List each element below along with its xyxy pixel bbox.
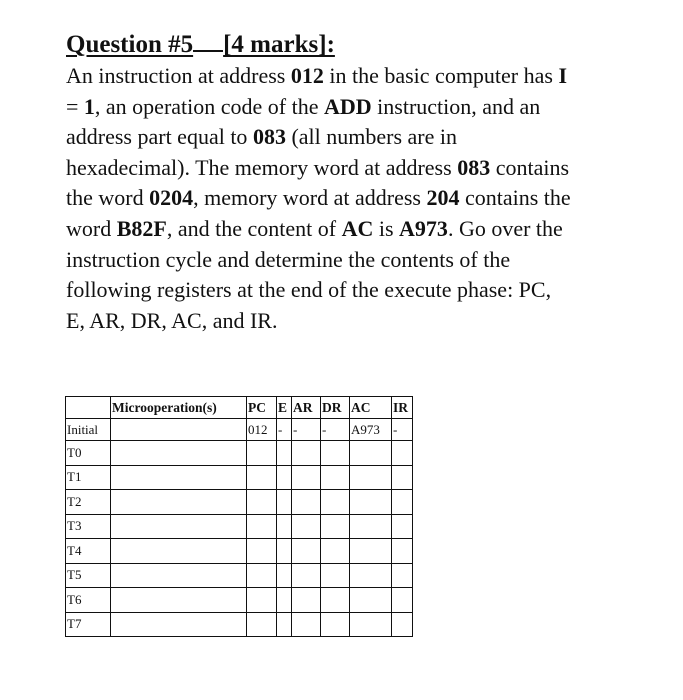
cell-dr	[321, 539, 350, 564]
table-row	[66, 490, 413, 515]
cell-e	[277, 514, 292, 539]
row-label: T7	[66, 612, 111, 637]
cell-microoperations	[111, 465, 247, 490]
table-row-initial	[66, 419, 413, 441]
cell-pc	[247, 490, 277, 515]
cell-microoperations	[111, 490, 247, 515]
table-row	[66, 563, 413, 588]
cell-microoperations	[111, 441, 247, 466]
row-label: T4	[66, 539, 111, 564]
cell-ir	[392, 441, 413, 466]
header-microoperations: Microoperation(s)	[111, 397, 247, 419]
cell-microoperations	[111, 612, 247, 637]
row-label: T6	[66, 588, 111, 613]
text-line: address part equal to 083 (all numbers are in	[66, 124, 457, 150]
cell-ar	[292, 588, 321, 613]
cell-e	[277, 465, 292, 490]
cell-e	[277, 490, 292, 515]
heading-underline-gap	[193, 32, 223, 52]
question-marks: [4 marks]:	[223, 31, 335, 58]
question-heading	[66, 26, 335, 64]
cell-e	[277, 441, 292, 466]
row-label: T0	[66, 441, 111, 466]
cell-pc	[247, 612, 277, 637]
header-dr: DR	[321, 397, 350, 419]
cell-ar	[292, 612, 321, 637]
header-pc: PC	[247, 397, 277, 419]
cell-ar: -	[292, 419, 321, 441]
cell-ac: A973	[350, 419, 392, 441]
cell-ar	[292, 441, 321, 466]
cell-pc	[247, 588, 277, 613]
cell-pc	[247, 465, 277, 490]
cell-microoperations	[111, 563, 247, 588]
cell-e	[277, 539, 292, 564]
cell-ac	[350, 539, 392, 564]
cell-dr	[321, 490, 350, 515]
cell-e	[277, 588, 292, 613]
text-line: = 1, an operation code of the ADD instruction, and an	[66, 93, 541, 119]
cell-microoperations	[111, 588, 247, 613]
cell-ac	[350, 563, 392, 588]
cell-ir	[392, 539, 413, 564]
question-number: Question #5	[66, 31, 194, 58]
cell-ar	[292, 514, 321, 539]
cell-pc	[247, 563, 277, 588]
text-line: An instruction at address 012 in the basic computer has I	[66, 63, 568, 88]
header-ir: IR	[392, 397, 413, 419]
cell-ir	[392, 588, 413, 613]
table-header-row	[66, 397, 413, 419]
cell-dr: -	[321, 419, 350, 441]
cell-e: -	[277, 419, 292, 441]
text-line: hexadecimal). The memory word at address 083 contains	[66, 154, 570, 180]
cell-ir: -	[392, 419, 413, 441]
cell-ir	[392, 465, 413, 490]
cell-ir	[392, 563, 413, 588]
cell-ac	[350, 465, 392, 490]
cell-pc: 012	[247, 419, 277, 441]
cell-dr	[321, 588, 350, 613]
cell-ac	[350, 441, 392, 466]
cell-ir	[392, 612, 413, 637]
text-line: the word 0204, memory word at address 204 contains the	[66, 185, 571, 211]
cell-ir	[392, 514, 413, 539]
row-label: Initial	[66, 419, 111, 441]
row-label: T5	[66, 563, 111, 588]
cell-dr	[321, 563, 350, 588]
cell-e	[277, 612, 292, 637]
header-ar: AR	[292, 397, 321, 419]
row-label: T3	[66, 514, 111, 539]
cell-dr	[321, 465, 350, 490]
text-line: following registers at the end of the execute phase: PC,	[66, 277, 552, 303]
cell-ac	[350, 612, 392, 637]
text-line: word B82F, and the content of AC is A973. Go over the	[66, 215, 563, 241]
header-e: E	[277, 397, 292, 419]
cell-ar	[292, 465, 321, 490]
row-label: T1	[66, 465, 111, 490]
table-row	[66, 588, 413, 613]
header-cell-blank	[66, 397, 111, 419]
cell-microoperations	[111, 419, 247, 441]
cell-ir	[392, 490, 413, 515]
cell-ar	[292, 563, 321, 588]
cell-microoperations	[111, 539, 247, 564]
cell-dr	[321, 514, 350, 539]
cell-ac	[350, 514, 392, 539]
cell-dr	[321, 441, 350, 466]
cell-ac	[350, 490, 392, 515]
text-line: instruction cycle and determine the contents of the	[66, 246, 511, 272]
register-table	[65, 396, 413, 637]
cell-pc	[247, 441, 277, 466]
cell-pc	[247, 539, 277, 564]
table-row	[66, 441, 413, 466]
cell-ac	[350, 588, 392, 613]
cell-ar	[292, 490, 321, 515]
text-line: E, AR, DR, AC, and IR.	[66, 307, 278, 333]
cell-dr	[321, 612, 350, 637]
header-ac: AC	[350, 397, 392, 419]
cell-ar	[292, 539, 321, 564]
table-row	[66, 465, 413, 490]
cell-e	[277, 563, 292, 588]
row-label: T2	[66, 490, 111, 515]
table-row	[66, 514, 413, 539]
question-text	[66, 61, 666, 336]
cell-pc	[247, 514, 277, 539]
table-row	[66, 612, 413, 637]
cell-microoperations	[111, 514, 247, 539]
table-row	[66, 539, 413, 564]
